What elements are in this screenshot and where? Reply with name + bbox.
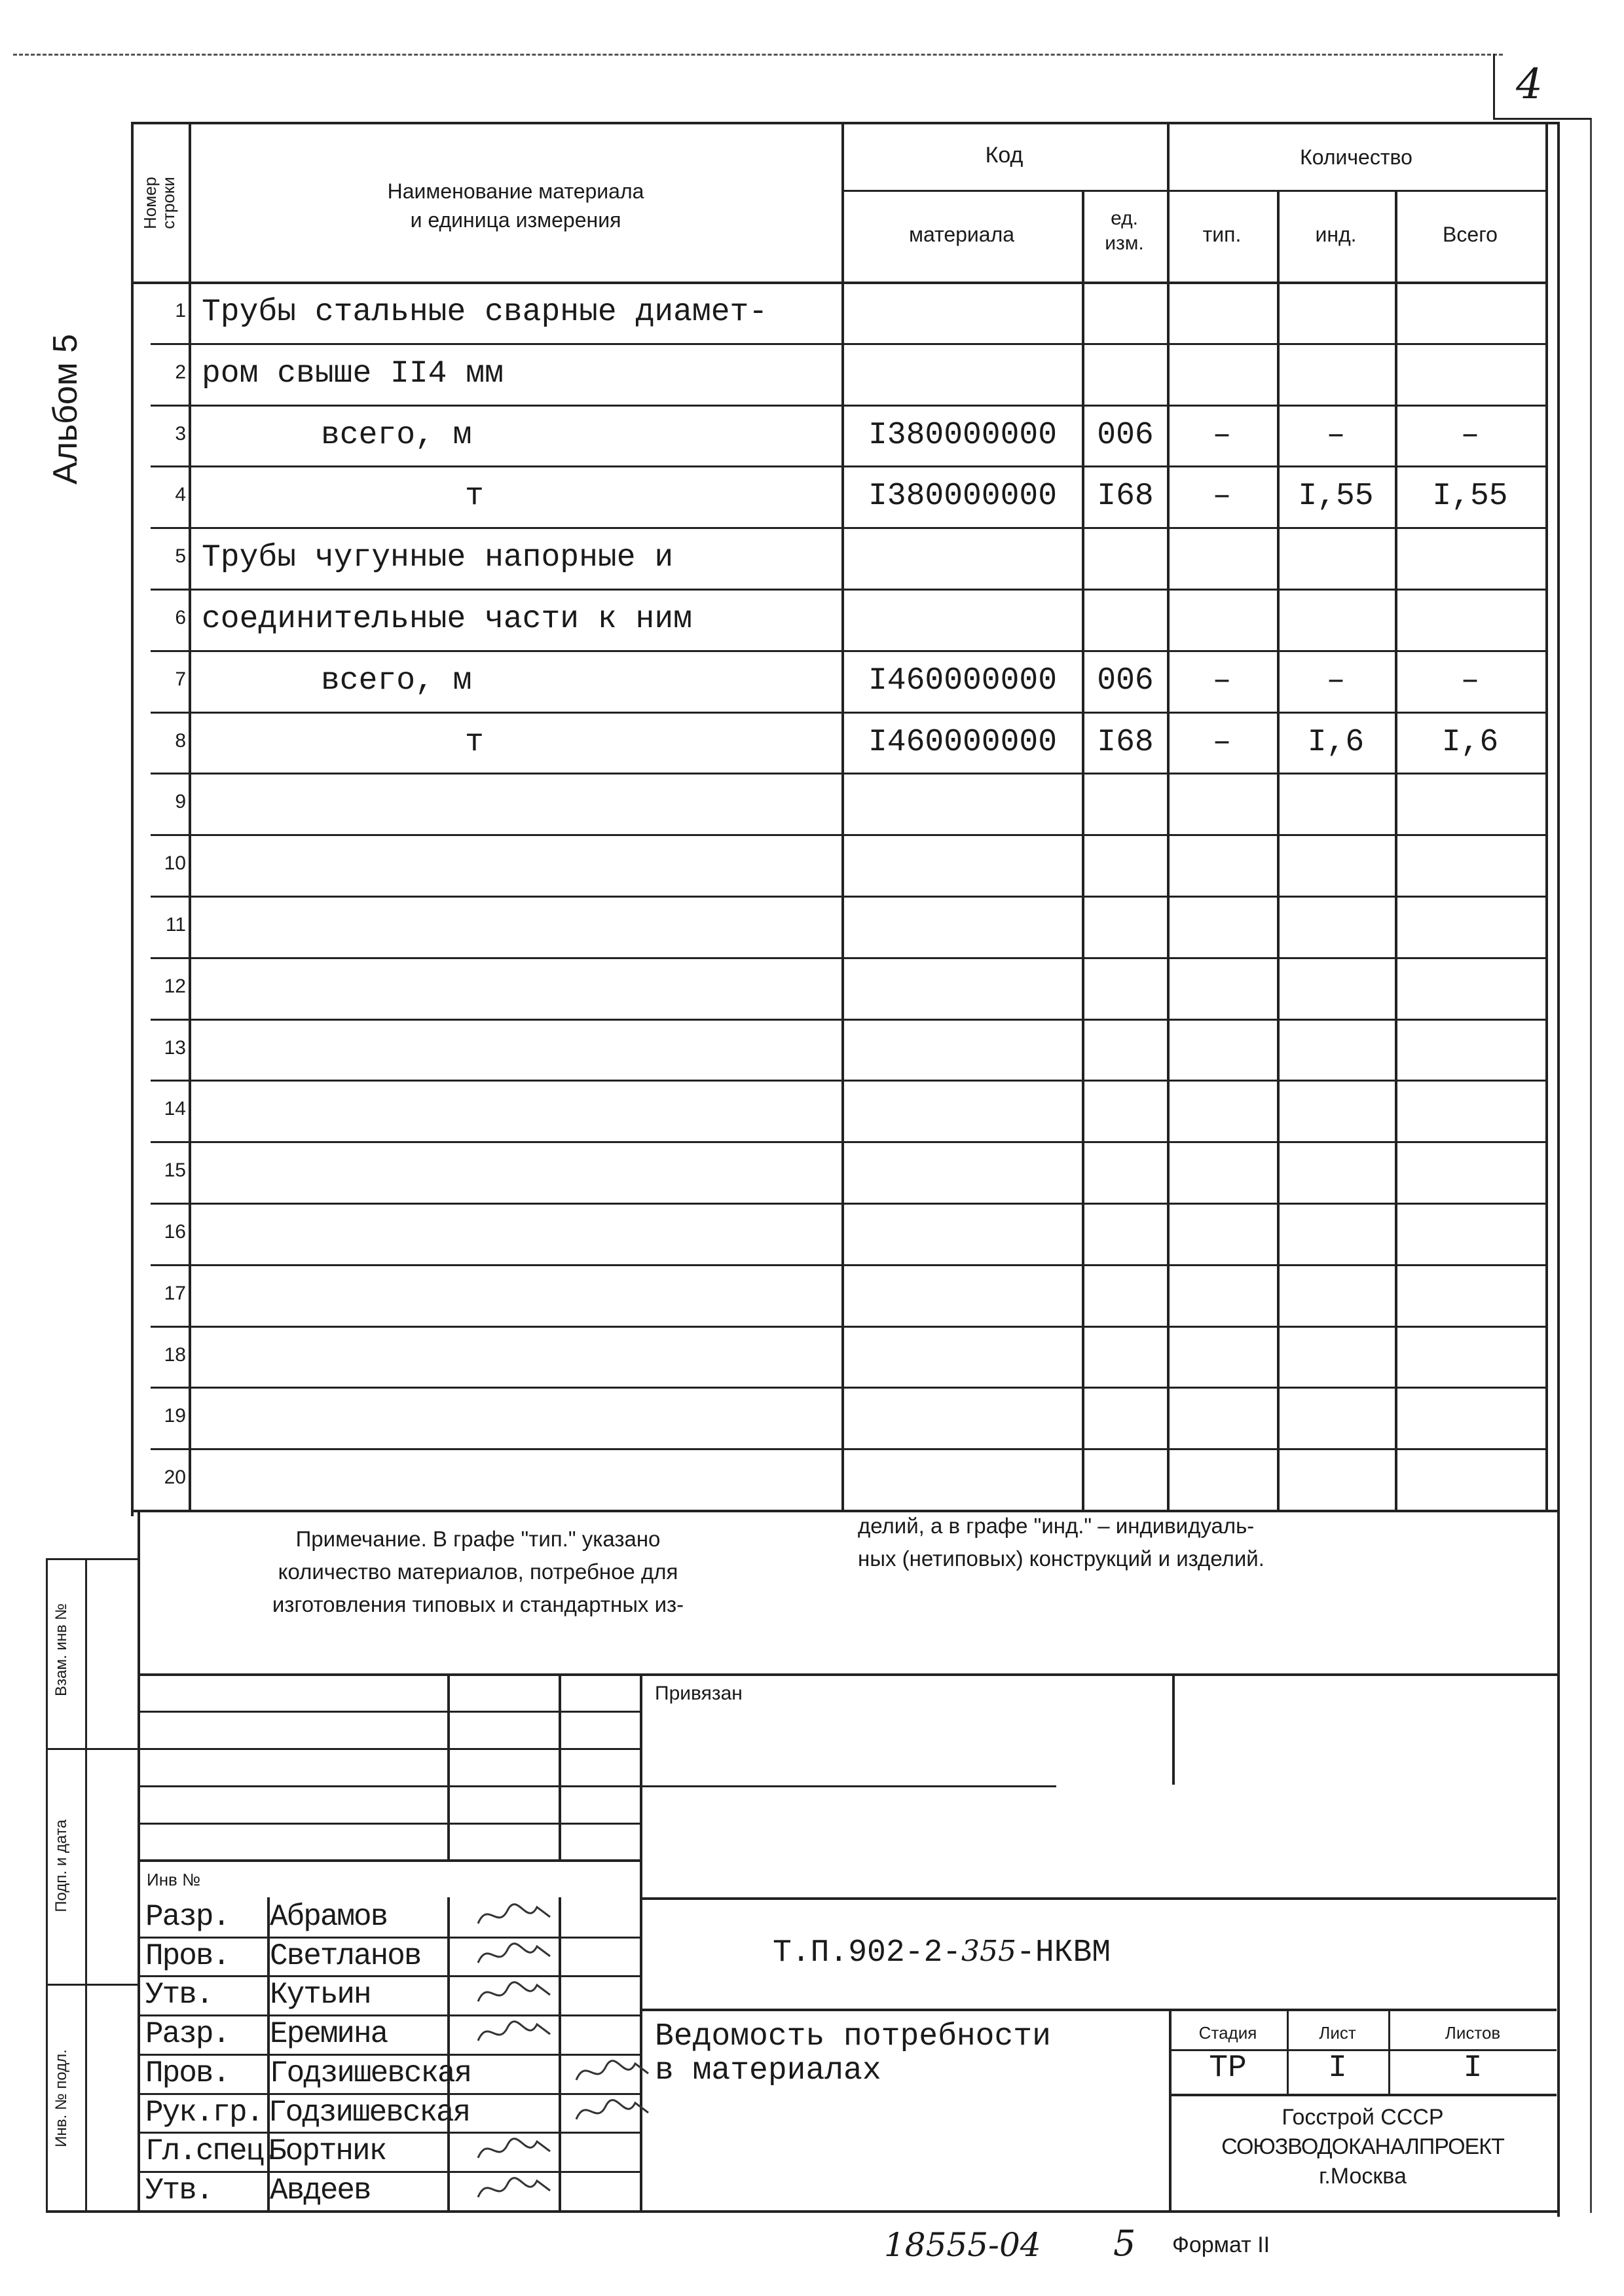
side-stamp-top bbox=[46, 1558, 138, 1560]
signature-role: Разр. bbox=[145, 1900, 230, 1934]
side-inv: Инв. № подл. bbox=[52, 2049, 70, 2147]
signature-name: Бортник bbox=[268, 2134, 386, 2168]
row-number: 2 bbox=[175, 361, 186, 383]
tb-line-2 bbox=[138, 1748, 640, 1750]
signature-role: Пров. bbox=[145, 2056, 230, 2090]
row-separator bbox=[151, 1203, 1545, 1205]
row-separator bbox=[151, 1141, 1545, 1143]
row-name: т bbox=[465, 725, 484, 760]
signature-row-separator bbox=[138, 2171, 640, 2173]
row-total: I,6 bbox=[1441, 725, 1499, 760]
org-line-2: СОЮЗВОДОКАНАЛПРОЕКТ bbox=[1221, 2134, 1504, 2159]
sheets-label: Листов bbox=[1445, 2023, 1501, 2043]
page-number-box-bottom bbox=[1493, 118, 1591, 120]
row-typ: – bbox=[1212, 418, 1232, 453]
row-separator bbox=[151, 773, 1545, 774]
row-number: 14 bbox=[164, 1098, 186, 1120]
row-number: 12 bbox=[164, 975, 186, 997]
handwritten-signature bbox=[475, 1975, 553, 2012]
row-number: 15 bbox=[164, 1159, 186, 1181]
row-name: Трубы чугунные напорные и bbox=[202, 540, 674, 575]
page-number-box-left bbox=[1493, 54, 1495, 119]
side-stamp-sep2 bbox=[46, 1984, 138, 1986]
header-sub-line bbox=[841, 190, 1545, 192]
footer-hand-page: 5 bbox=[1113, 2223, 1136, 2264]
note-left: Примечание. В графе "тип." указано количество материалов, потребное для изготовления типовых и стандартных из- bbox=[272, 1527, 684, 1616]
org-line-1: Госстрой СССР bbox=[1282, 2105, 1444, 2130]
stage-label: Стадия bbox=[1198, 2023, 1257, 2043]
row-typ: – bbox=[1212, 479, 1232, 514]
right-margin-line bbox=[1590, 118, 1592, 2213]
tb-sep-left-c bbox=[640, 1673, 642, 2210]
people-sep-sign bbox=[559, 1897, 561, 2210]
row-name: всего, м bbox=[321, 663, 472, 699]
row-ind: I,6 bbox=[1307, 725, 1365, 760]
album-label: Альбом 5 bbox=[46, 334, 84, 484]
stage-value: ТР bbox=[1209, 2050, 1247, 2086]
header-qty-ind: инд. bbox=[1315, 223, 1357, 246]
handwritten-signature bbox=[573, 2054, 652, 2090]
note-right: делий, а в графе "инд." – индивидуаль- ных (нетиповых) конструкций и изделий. bbox=[858, 1514, 1264, 1571]
row-number: 20 bbox=[164, 1467, 186, 1488]
handwritten-signature bbox=[475, 1897, 553, 1934]
row-name: т bbox=[465, 479, 484, 514]
row-separator bbox=[151, 1448, 1545, 1450]
signature-role: Утв. bbox=[145, 2174, 213, 2208]
tb-sep-privyazan bbox=[1172, 1673, 1175, 1785]
people-sep-name bbox=[447, 1897, 450, 2210]
sheet-value: I bbox=[1328, 2050, 1347, 2086]
row-separator bbox=[151, 712, 1545, 714]
row-typ: – bbox=[1212, 663, 1232, 699]
title-block-top bbox=[138, 1673, 1559, 1676]
sheet-label: Лист bbox=[1319, 2023, 1356, 2043]
row-number: 5 bbox=[175, 545, 186, 567]
row-code: I460000000 bbox=[868, 725, 1058, 760]
row-code: I380000000 bbox=[868, 479, 1058, 514]
col-sep-rowno bbox=[189, 122, 191, 1510]
row-number: 1 bbox=[175, 300, 186, 321]
row-separator bbox=[151, 1080, 1545, 1082]
tb-line-4 bbox=[138, 1823, 640, 1825]
row-separator bbox=[151, 834, 1545, 836]
people-sep-role bbox=[267, 1897, 270, 2210]
row-separator bbox=[151, 405, 1545, 407]
row-separator bbox=[151, 465, 1545, 467]
row-ind: – bbox=[1326, 418, 1346, 453]
row-separator bbox=[151, 957, 1545, 959]
header-qty-typ: тип. bbox=[1202, 223, 1242, 246]
row-number: 16 bbox=[164, 1221, 186, 1243]
row-total: – bbox=[1460, 663, 1480, 699]
row-separator bbox=[151, 1387, 1545, 1389]
row-number: 19 bbox=[164, 1405, 186, 1427]
row-name: всего, м bbox=[321, 418, 472, 453]
signature-row-separator bbox=[138, 2054, 640, 2056]
row-separator bbox=[151, 1264, 1545, 1266]
row-ind: I,55 bbox=[1298, 479, 1374, 514]
side-podp: Подп. и дата bbox=[52, 1819, 70, 1912]
row-unit: 006 bbox=[1097, 663, 1154, 699]
signature-name: Еремина bbox=[270, 2017, 388, 2051]
col-sep-typ bbox=[1277, 190, 1280, 1510]
privyazan-label: Привязан bbox=[655, 1683, 743, 1704]
header-code-material: материала bbox=[908, 223, 1015, 246]
row-number: 7 bbox=[175, 668, 186, 690]
sheets-value: I bbox=[1463, 2050, 1483, 2086]
col-sep-ind bbox=[1395, 190, 1397, 1510]
side-stamp-sep1 bbox=[46, 1748, 138, 1750]
col-sep-right-inner bbox=[1545, 122, 1548, 1510]
header-row-number: Номер строки bbox=[140, 176, 178, 230]
tb-line-1 bbox=[138, 1711, 640, 1713]
doc-code-prefix: Т.П.902-2- bbox=[773, 1935, 962, 1971]
handwritten-signature bbox=[573, 2093, 652, 2130]
signature-row-separator bbox=[138, 1937, 640, 1939]
signature-name: Кутьин bbox=[270, 1978, 371, 2012]
row-code: I380000000 bbox=[868, 418, 1058, 453]
handwritten-signature bbox=[475, 2171, 553, 2208]
signature-role: Рук.гр. bbox=[145, 2096, 263, 2130]
signature-name: Годзишевская bbox=[270, 2056, 471, 2090]
header-bottom-line bbox=[131, 282, 1545, 284]
footer-format: Формат II bbox=[1172, 2232, 1270, 2257]
page-number: 4 bbox=[1516, 60, 1543, 109]
side-stamp-mid bbox=[85, 1558, 87, 2210]
row-number: 4 bbox=[175, 484, 186, 505]
row-number: 18 bbox=[164, 1344, 186, 1366]
row-number: 10 bbox=[164, 852, 186, 874]
signature-row-separator bbox=[138, 2132, 640, 2134]
row-separator bbox=[151, 1019, 1545, 1021]
signature-role: Утв. bbox=[145, 1978, 213, 2012]
table-right-border bbox=[1557, 122, 1560, 2217]
col-sep-material bbox=[1082, 190, 1084, 1510]
top-margin-line bbox=[13, 54, 1503, 56]
org-line-3: г.Москва bbox=[1319, 2164, 1407, 2189]
row-number: 13 bbox=[164, 1037, 186, 1059]
row-name: ром свыше II4 мм bbox=[202, 356, 504, 392]
row-separator bbox=[151, 527, 1545, 529]
row-name: соединительные части к ним bbox=[202, 602, 692, 637]
col-sep-unit bbox=[1167, 122, 1170, 1510]
row-number: 11 bbox=[165, 914, 186, 936]
table-top-border bbox=[131, 122, 1559, 124]
signature-row-separator bbox=[138, 1975, 640, 1977]
stage-box-bottom bbox=[1169, 2094, 1557, 2096]
row-number: 9 bbox=[175, 791, 186, 812]
row-code: I460000000 bbox=[868, 663, 1058, 699]
side-stamp-left bbox=[46, 1558, 48, 2210]
signature-name: Авдеев bbox=[270, 2174, 371, 2208]
col-sep-name bbox=[841, 122, 844, 1510]
row-separator bbox=[151, 1326, 1545, 1328]
row-separator bbox=[151, 589, 1545, 591]
row-total: – bbox=[1460, 418, 1480, 453]
row-name: Трубы стальные сварные диамет- bbox=[202, 295, 768, 330]
inv-no-label: Инв № bbox=[147, 1870, 200, 1889]
row-ind: – bbox=[1326, 663, 1346, 699]
header-name: Наименование материала и единица измерения bbox=[387, 179, 644, 232]
tb-line-5 bbox=[138, 1859, 640, 1862]
tb-line-doc-bottom bbox=[640, 2009, 1557, 2011]
handwritten-signature bbox=[475, 2014, 553, 2051]
tb-sep-left-b bbox=[559, 1673, 561, 1859]
signature-role: Разр. bbox=[145, 2017, 230, 2051]
signature-role: Гл.спец. bbox=[145, 2134, 280, 2168]
row-number: 8 bbox=[175, 730, 186, 752]
signature-role: Пров. bbox=[145, 1939, 230, 1973]
row-typ: – bbox=[1212, 725, 1232, 760]
signature-name: Абрамов bbox=[270, 1900, 388, 1934]
handwritten-signature bbox=[475, 2132, 553, 2168]
footer-hand-number: 18555-04 bbox=[884, 2226, 1041, 2264]
row-total: I,55 bbox=[1432, 479, 1508, 514]
doc-code bbox=[773, 1935, 1111, 1971]
header-qty-total: Всего bbox=[1443, 223, 1498, 246]
doc-code-hand: 355 bbox=[961, 1935, 1017, 1968]
side-vzam: Взам. инв № bbox=[52, 1603, 70, 1697]
signature-name: Светланов bbox=[270, 1939, 421, 1973]
header-code-group: Код bbox=[985, 143, 1024, 168]
row-number: 6 bbox=[175, 607, 186, 629]
header-code-unit: ед. изм. bbox=[1105, 208, 1144, 254]
signature-row-separator bbox=[138, 2014, 640, 2016]
row-separator bbox=[151, 896, 1545, 898]
header-qty-group: Количество bbox=[1300, 145, 1412, 169]
doc-code-suffix: -НКВМ bbox=[1016, 1935, 1111, 1971]
row-unit: I68 bbox=[1097, 479, 1154, 514]
tb-line-doc-top bbox=[640, 1897, 1557, 1900]
row-separator bbox=[151, 343, 1545, 345]
row-number: 17 bbox=[164, 1283, 186, 1304]
table-left-border bbox=[131, 122, 134, 1516]
signature-name: Годзишевская bbox=[268, 2096, 470, 2130]
tb-line-3 bbox=[138, 1785, 1056, 1787]
row-unit: I68 bbox=[1097, 725, 1154, 760]
row-separator bbox=[151, 650, 1545, 652]
doc-title: Ведомость потребности в материалах bbox=[655, 2019, 1051, 2088]
row-number: 3 bbox=[175, 423, 186, 445]
tb-sep-left-a bbox=[447, 1673, 450, 1859]
handwritten-signature bbox=[475, 1937, 553, 1973]
row-unit: 006 bbox=[1097, 418, 1154, 453]
signature-row-separator bbox=[138, 2093, 640, 2095]
title-block-bottom bbox=[46, 2210, 1559, 2213]
